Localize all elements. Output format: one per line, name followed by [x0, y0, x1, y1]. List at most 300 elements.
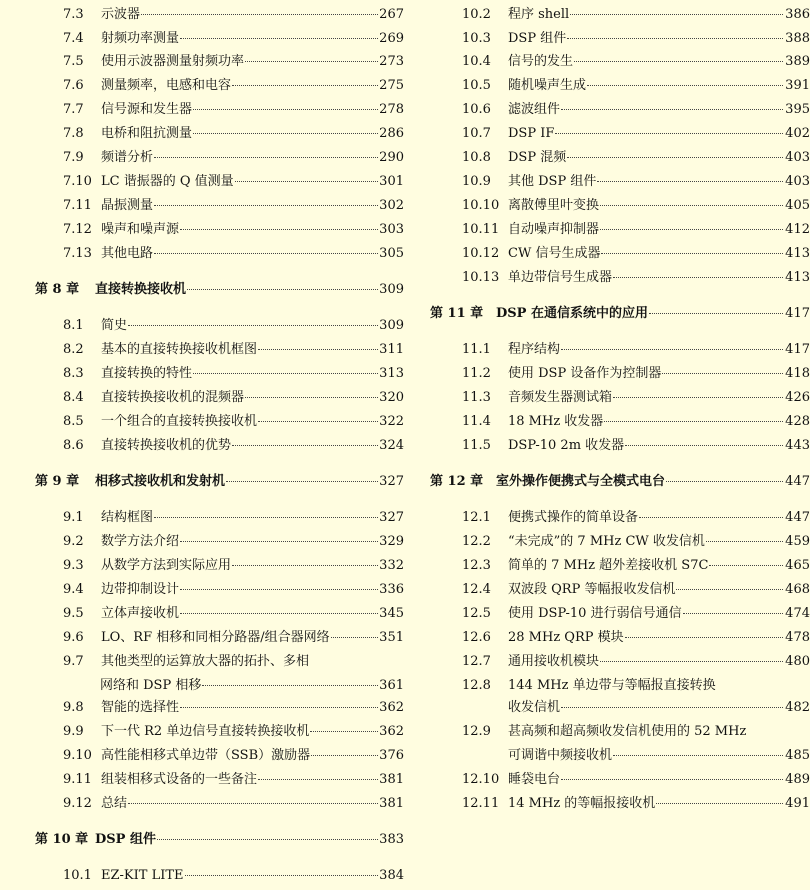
toc-section-entry: [430, 341, 810, 358]
toc-entry-title: 从数学方法到实际应用: [101, 558, 232, 573]
toc-leader-dots: [662, 373, 783, 374]
toc-leader-dots: [154, 205, 378, 206]
toc-entry-number: 7.6: [63, 78, 84, 93]
toc-leader-dots: [180, 613, 378, 614]
toc-entry-number: 7.5: [63, 54, 84, 69]
toc-page-number: 381: [379, 796, 404, 811]
toc-page-number: 362: [379, 724, 404, 739]
toc-entry-number: 12.5: [462, 606, 491, 621]
toc-entry-number: 10.6: [462, 102, 491, 117]
toc-entry-number: 11.2: [462, 366, 491, 381]
toc-entry-number: 12.2: [462, 534, 491, 549]
toc-section-entry: [0, 629, 404, 646]
toc-entry-number: 12.4: [462, 582, 491, 597]
toc-section-entry: [0, 341, 404, 358]
toc-entry-number: 7.10: [63, 174, 92, 189]
toc-page-number: 403: [785, 150, 810, 165]
toc-leader-dots: [154, 253, 378, 254]
toc-entry-number: 8.1: [63, 318, 84, 333]
toc-entry-number: 12.6: [462, 630, 491, 645]
toc-section-entry: [430, 30, 810, 47]
toc-leader-dots: [597, 181, 783, 182]
toc-entry-title: “未完成”的 7 MHz CW 收发信机: [508, 534, 705, 549]
toc-entry-title: 晶振测量: [101, 198, 154, 213]
toc-entry-number: 12.11: [462, 796, 500, 811]
toc-page-number: 273: [379, 54, 404, 69]
toc-section-entry: [0, 771, 404, 788]
toc-entry-number: 10.5: [462, 78, 491, 93]
toc-entry-number: 8.5: [63, 414, 84, 429]
toc-entry-title: DSP IF: [508, 126, 555, 141]
toc-entry-title: 简史: [101, 318, 128, 333]
toc-page-number: 329: [379, 534, 404, 549]
toc-leader-dots: [193, 109, 378, 110]
toc-leader-dots: [180, 229, 378, 230]
toc-section-entry: [430, 771, 810, 788]
toc-entry-title: DSP 组件: [95, 832, 156, 847]
toc-section-entry: [0, 677, 404, 694]
toc-section-entry: [0, 509, 404, 526]
toc-page-number: 465: [785, 558, 810, 573]
toc-page-number: 324: [379, 438, 404, 453]
toc-leader-dots: [157, 839, 378, 840]
toc-entry-number: 10.12: [462, 246, 500, 261]
toc-entry-title: DSP 混频: [508, 150, 567, 165]
toc-page-number: 305: [379, 246, 404, 261]
toc-entry-title: 频谱分析: [101, 150, 154, 165]
toc-page-number: 290: [379, 150, 404, 165]
toc-page-number: 405: [785, 198, 810, 213]
toc-section-entry: [430, 723, 810, 740]
toc-page-number: 311: [379, 342, 404, 357]
toc-entry-title: DSP 组件: [508, 31, 567, 46]
toc-page-number: 322: [379, 414, 404, 429]
toc-page-number: 302: [379, 198, 404, 213]
toc-section-entry: [430, 173, 810, 190]
toc-section-entry: [0, 533, 404, 550]
toc-entry-title: 数学方法介绍: [101, 534, 180, 549]
toc-section-entry: [0, 653, 404, 670]
toc-entry-title: 立体声接收机: [101, 606, 180, 621]
toc-section-entry: [0, 245, 404, 262]
toc-entry-title: 直接转换接收机: [95, 282, 187, 297]
toc-leader-dots: [193, 133, 378, 134]
toc-leader-dots: [235, 181, 378, 182]
toc-entry-title: 简单的 7 MHz 超外差接收机 S7C: [508, 558, 709, 573]
toc-leader-dots: [245, 61, 378, 62]
toc-leader-dots: [567, 157, 783, 158]
toc-entry-title: 直接转换接收机的混频器: [101, 390, 245, 405]
toc-section-entry: [430, 581, 810, 598]
toc-entry-number: 10.7: [462, 126, 491, 141]
toc-section-entry: [430, 629, 810, 646]
toc-leader-dots: [180, 38, 378, 39]
toc-page-number: 491: [785, 796, 810, 811]
toc-page-number: 345: [379, 606, 404, 621]
toc-page-number: 384: [379, 868, 404, 883]
toc-entry-title: 通用接收机模块: [508, 654, 600, 669]
toc-entry-title: 自动噪声抑制器: [508, 222, 600, 237]
toc-entry-title: 使用 DSP 设备作为控制器: [508, 366, 662, 381]
toc-entry-number: 12.8: [462, 678, 491, 693]
toc-entry-number: 10.11: [462, 222, 500, 237]
toc-page-number: 443: [785, 438, 810, 453]
toc-entry-number: 11.3: [462, 390, 491, 405]
toc-leader-dots: [258, 349, 378, 350]
toc-section-entry: [0, 723, 404, 740]
toc-entry-number: 9.7: [63, 654, 84, 669]
toc-entry-title: 程序 shell: [508, 7, 570, 22]
toc-page-number: 413: [785, 270, 810, 285]
toc-section-entry: [0, 173, 404, 190]
toc-entry-number: 12.7: [462, 654, 491, 669]
toc-section-entry: [430, 509, 810, 526]
toc-section-entry: [0, 413, 404, 430]
toc-entry-number: 10.4: [462, 54, 491, 69]
toc-entry-number: 7.9: [63, 150, 84, 165]
toc-entry-number: 7.11: [63, 198, 92, 213]
toc-chapter-entry: [430, 473, 810, 490]
toc-leader-dots: [311, 755, 378, 756]
toc-entry-number: 9.8: [63, 700, 84, 715]
toc-entry-number: 9.12: [63, 796, 92, 811]
toc-entry-title: 电桥和阻抗测量: [101, 126, 193, 141]
toc-leader-dots: [561, 109, 783, 110]
toc-entry-title: 其他电路: [101, 246, 154, 261]
toc-leader-dots: [128, 803, 378, 804]
toc-entry-title: 信号的发生: [508, 54, 574, 69]
toc-leader-dots: [649, 313, 783, 314]
toc-section-entry: [0, 6, 404, 23]
toc-entry-title: 网络和 DSP 相移: [100, 678, 202, 693]
toc-leader-dots: [180, 707, 378, 708]
toc-section-entry: [430, 653, 810, 670]
toc-page-number: 459: [785, 534, 810, 549]
toc-section-entry: [0, 581, 404, 598]
toc-page-number: 376: [379, 748, 404, 763]
toc-page-number: 267: [379, 7, 404, 22]
toc-section-entry: [430, 149, 810, 166]
toc-entry-title: 结构框图: [101, 510, 154, 525]
toc-page-number: 327: [379, 474, 404, 489]
toc-page-number: 417: [785, 306, 810, 321]
toc-entry-title: 144 MHz 单边带与等幅报直接转换: [508, 678, 716, 693]
toc-section-entry: [430, 197, 810, 214]
toc-leader-dots: [180, 541, 378, 542]
toc-page-number: 320: [379, 390, 404, 405]
toc-entry-number: 第 9 章: [35, 474, 80, 489]
toc-section-entry: [430, 747, 810, 764]
toc-section-entry: [430, 605, 810, 622]
toc-entry-title: 收发信机: [508, 700, 561, 715]
toc-section-entry: [430, 77, 810, 94]
toc-page-number: 388: [785, 31, 810, 46]
toc-entry-number: 7.12: [63, 222, 92, 237]
toc-chapter-entry: [430, 305, 810, 322]
toc-leader-dots: [561, 779, 783, 780]
toc-entry-number: 12.1: [462, 510, 491, 525]
toc-page-number: 412: [785, 222, 810, 237]
toc-leader-dots: [676, 589, 783, 590]
toc-section-entry: [430, 533, 810, 550]
toc-entry-number: 9.10: [63, 748, 92, 763]
toc-entry-title: 测量频率，电感和电容: [101, 78, 232, 93]
toc-chapter-entry: [0, 281, 404, 298]
toc-leader-dots: [141, 14, 378, 15]
toc-entry-number: 8.6: [63, 438, 84, 453]
toc-leader-dots: [613, 397, 783, 398]
toc-page-number: 303: [379, 222, 404, 237]
toc-entry-number: 8.2: [63, 342, 84, 357]
toc-section-entry: [0, 795, 404, 812]
toc-section-entry: [430, 365, 810, 382]
toc-entry-title: 一个组合的直接转换接收机: [101, 414, 258, 429]
toc-leader-dots: [193, 373, 378, 374]
toc-entry-title: 相移式接收机和发射机: [95, 474, 226, 489]
toc-page-number: 309: [379, 318, 404, 333]
toc-page-number: 361: [379, 678, 404, 693]
toc-page-number: 395: [785, 102, 810, 117]
toc-entry-number: 第 11 章: [430, 306, 484, 321]
toc-entry-number: 7.13: [63, 246, 92, 261]
toc-page-number: 417: [785, 342, 810, 357]
toc-leader-dots: [128, 325, 378, 326]
toc-page-number: 389: [785, 54, 810, 69]
toc-entry-title: DSP-10 2m 收发器: [508, 438, 625, 453]
toc-entry-title: 单边带信号生成器: [508, 270, 613, 285]
toc-section-entry: [430, 6, 810, 23]
toc-entry-number: 12.9: [462, 724, 491, 739]
toc-entry-number: 7.4: [63, 31, 84, 46]
toc-section-entry: [430, 413, 810, 430]
toc-entry-title: 滤波组件: [508, 102, 561, 117]
toc-entry-title: 信号源和发生器: [101, 102, 193, 117]
toc-entry-title: 程序结构: [508, 342, 561, 357]
toc-entry-title: 直接转换接收机的优势: [101, 438, 232, 453]
toc-leader-dots: [574, 61, 783, 62]
toc-entry-title: LC 谐振器的 Q 值测量: [101, 174, 234, 189]
toc-leader-dots: [706, 541, 783, 542]
toc-entry-title: 组装相移式设备的一些备注: [101, 772, 258, 787]
toc-leader-dots: [625, 637, 783, 638]
toc-entry-title: 甚高频和超高频收发信机使用的 52 MHz: [508, 724, 747, 739]
toc-section-entry: [0, 221, 404, 238]
toc-entry-number: 11.5: [462, 438, 491, 453]
toc-entry-title: 便携式操作的简单设备: [508, 510, 639, 525]
toc-entry-number: 12.3: [462, 558, 491, 573]
toc-entry-number: 11.1: [462, 342, 491, 357]
toc-page-number: 275: [379, 78, 404, 93]
toc-page-number: 474: [785, 606, 810, 621]
toc-entry-title: 其他类型的运算放大器的拓扑、多相: [101, 654, 310, 669]
toc-page-number: 468: [785, 582, 810, 597]
toc-leader-dots: [709, 565, 783, 566]
toc-entry-number: 10.9: [462, 174, 491, 189]
toc-entry-title: 室外操作便携式与全模式电台: [496, 474, 666, 489]
toc-entry-number: 7.3: [63, 7, 84, 22]
toc-page-number: 313: [379, 366, 404, 381]
toc-leader-dots: [600, 205, 783, 206]
toc-leader-dots: [154, 517, 378, 518]
toc-page-number: 336: [379, 582, 404, 597]
toc-entry-number: 10.3: [462, 31, 491, 46]
toc-section-entry: [430, 53, 810, 70]
toc-entry-number: 12.10: [462, 772, 500, 787]
toc-entry-number: 8.3: [63, 366, 84, 381]
toc-entry-number: 9.1: [63, 510, 84, 525]
toc-entry-title: 双波段 QRP 等幅报收发信机: [508, 582, 676, 597]
toc-page-number: 478: [785, 630, 810, 645]
toc-entry-number: 10.2: [462, 7, 491, 22]
toc-page-number: 482: [785, 700, 810, 715]
toc-entry-title: 使用示波器测量射频功率: [101, 54, 245, 69]
toc-page-number: 383: [379, 832, 404, 847]
toc-page-number: 362: [379, 700, 404, 715]
toc-page-number: 309: [379, 282, 404, 297]
toc-leader-dots: [656, 803, 783, 804]
toc-entry-title: 高性能相移式单边带（SSB）激励器: [101, 748, 311, 763]
toc-page-number: 447: [785, 474, 810, 489]
toc-leader-dots: [613, 755, 783, 756]
toc-entry-number: 9.2: [63, 534, 84, 549]
toc-entry-number: 7.8: [63, 126, 84, 141]
toc-page-number: 403: [785, 174, 810, 189]
toc-entry-title: 14 MHz 的等幅报接收机: [508, 796, 656, 811]
toc-chapter-entry: [0, 473, 404, 490]
toc-entry-number: 9.5: [63, 606, 84, 621]
toc-entry-title: 28 MHz QRP 模块: [508, 630, 624, 645]
toc-leader-dots: [185, 875, 379, 876]
toc-section-entry: [0, 77, 404, 94]
toc-entry-number: 10.1: [63, 868, 92, 883]
toc-leader-dots: [555, 133, 783, 134]
toc-section-entry: [0, 317, 404, 334]
toc-entry-title: 边带抑制设计: [101, 582, 180, 597]
toc-entry-title: 随机噪声生成: [508, 78, 587, 93]
toc-leader-dots: [613, 277, 783, 278]
toc-section-entry: [0, 605, 404, 622]
toc-section-entry: [430, 389, 810, 406]
toc-section-entry: [430, 795, 810, 812]
toc-section-entry: [0, 747, 404, 764]
toc-entry-number: 11.4: [462, 414, 491, 429]
toc-page-number: 485: [785, 748, 810, 763]
toc-section-entry: [0, 389, 404, 406]
toc-leader-dots: [202, 685, 378, 686]
toc-entry-title: 可调谐中频接收机: [508, 748, 613, 763]
toc-page-number: 301: [379, 174, 404, 189]
toc-entry-title: 睡袋电台: [508, 772, 561, 787]
toc-chapter-entry: [0, 831, 404, 848]
toc-page-number: 278: [379, 102, 404, 117]
toc-leader-dots: [625, 445, 783, 446]
toc-leader-dots: [604, 421, 783, 422]
toc-section-entry: [0, 557, 404, 574]
toc-entry-number: 9.4: [63, 582, 84, 597]
toc-section-entry: [0, 149, 404, 166]
toc-section-entry: [0, 101, 404, 118]
toc-section-entry: [430, 269, 810, 286]
toc-entry-title: CW 信号生成器: [508, 246, 601, 261]
toc-entry-title: 示波器: [101, 7, 141, 22]
toc-entry-number: 9.11: [63, 772, 92, 787]
toc-leader-dots: [310, 731, 378, 732]
toc-leader-dots: [570, 14, 783, 15]
toc-leader-dots: [154, 157, 378, 158]
toc-entry-title: 基本的直接转换接收机框图: [101, 342, 258, 357]
toc-entry-number: 7.7: [63, 102, 84, 117]
toc-page-number: 428: [785, 414, 810, 429]
toc-page-number: 480: [785, 654, 810, 669]
toc-page-number: 391: [785, 78, 810, 93]
toc-entry-title: LO、RF 相移和同相分路器/组合器网络: [101, 630, 330, 645]
toc-section-entry: [0, 699, 404, 716]
toc-leader-dots: [601, 253, 783, 254]
toc-entry-title: 离散傅里叶变换: [508, 198, 600, 213]
toc-leader-dots: [232, 445, 378, 446]
toc-entry-title: 智能的选择性: [101, 700, 180, 715]
toc-section-entry: [430, 677, 810, 694]
toc-page-number: 426: [785, 390, 810, 405]
toc-leader-dots: [232, 565, 378, 566]
toc-section-entry: [430, 557, 810, 574]
toc-page-number: 381: [379, 772, 404, 787]
toc-page-number: 418: [785, 366, 810, 381]
toc-leader-dots: [567, 38, 783, 39]
toc-section-entry: [430, 125, 810, 142]
toc-entry-number: 9.9: [63, 724, 84, 739]
toc-leader-dots: [561, 707, 783, 708]
toc-section-entry: [430, 699, 810, 716]
toc-leader-dots: [666, 481, 783, 482]
toc-entry-title: 其他 DSP 组件: [508, 174, 597, 189]
toc-page-number: 269: [379, 31, 404, 46]
toc-leader-dots: [180, 589, 378, 590]
toc-entry-title: 射频功率测量: [101, 31, 180, 46]
toc-page-number: 386: [785, 7, 810, 22]
toc-section-entry: [0, 30, 404, 47]
toc-section-entry: [430, 101, 810, 118]
toc-leader-dots: [258, 421, 378, 422]
toc-section-entry: [0, 365, 404, 382]
toc-page-number: 489: [785, 772, 810, 787]
toc-section-entry: [0, 125, 404, 142]
toc-page-number: 402: [785, 126, 810, 141]
toc-page-number: 327: [379, 510, 404, 525]
toc-entry-number: 10.8: [462, 150, 491, 165]
toc-leader-dots: [258, 779, 378, 780]
toc-leader-dots: [587, 85, 783, 86]
toc-entry-title: 总结: [101, 796, 128, 811]
toc-leader-dots: [600, 229, 783, 230]
toc-entry-number: 8.4: [63, 390, 84, 405]
toc-section-entry: [0, 197, 404, 214]
toc-leader-dots: [232, 85, 378, 86]
toc-section-entry: [430, 437, 810, 454]
toc-entry-title: 音频发生器测试箱: [508, 390, 613, 405]
toc-section-entry: [0, 53, 404, 70]
toc-leader-dots: [226, 481, 378, 482]
toc-leader-dots: [561, 349, 783, 350]
toc-page-number: 332: [379, 558, 404, 573]
toc-page-number: 413: [785, 246, 810, 261]
toc-entry-number: 10.10: [462, 198, 500, 213]
toc-leader-dots: [683, 613, 783, 614]
toc-entry-number: 9.3: [63, 558, 84, 573]
toc-entry-number: 10.13: [462, 270, 500, 285]
toc-entry-title: 18 MHz 收发器: [508, 414, 604, 429]
toc-leader-dots: [600, 661, 783, 662]
